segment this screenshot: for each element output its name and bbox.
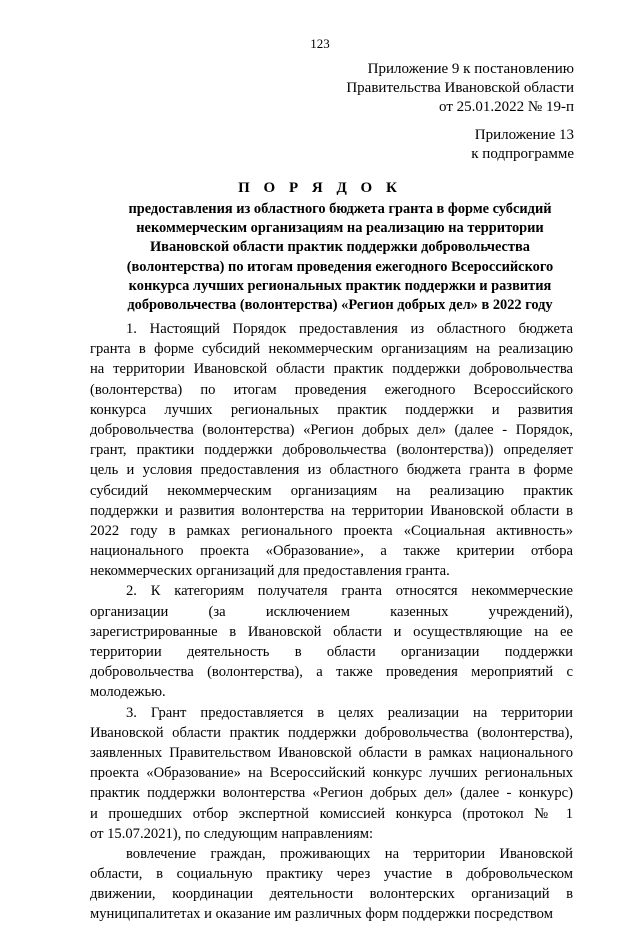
paragraph-line: добровольчества (волонтерства) «Регион добрых дел» (далее - Порядок,: [90, 421, 573, 438]
paragraph-line: (волонтерства) по итогам проведения ежегодного Всероссийского: [90, 381, 573, 398]
paragraph-line: поддержки и развития волонтерства на территории Ивановской области в: [90, 502, 573, 519]
paragraph-line: на территории Ивановской области практик поддержки добровольчества: [90, 361, 573, 378]
document-body: [90, 319, 573, 925]
attachment-line: Правительства Ивановской области: [346, 80, 574, 96]
paragraph-line: практик поддержки волонтерства «Регион добрых дел» (далее - конкурс): [90, 785, 573, 802]
paragraph-2: [90, 581, 573, 702]
attachment-note-subprogram: [471, 126, 574, 164]
subheading-line: добровольчества (волонтерства) «Регион добрых дел» в 2022 году: [127, 297, 553, 314]
paragraph-line: 2022 году в рамках регионального проекта «Социальная активность»: [90, 522, 573, 539]
paragraph-line: и прошедших отбор экспертной комиссией конкурса (протокол № 1: [90, 805, 573, 822]
subheading-line: Ивановской области практик поддержки добровольчества: [149, 239, 530, 256]
subheading-line: (волонтерства) по итогам проведения ежегодного Всероссийского: [126, 258, 554, 275]
paragraph-1: [90, 319, 573, 581]
subheading-line: некоммерческим организациям на реализацию на территории: [136, 220, 544, 237]
attachment-line: Приложение 9 к постановлению: [367, 61, 574, 77]
paragraph-line: заявленных Правительством Ивановской области в рамках национального: [90, 744, 573, 761]
paragraph-line: добровольчества (волонтерства), а также проведения мероприятий с: [90, 664, 573, 681]
paragraph-line: территории деятельность в области организации поддержки: [90, 644, 573, 661]
paragraph-line: движении, координации деятельности волонтерских организаций в: [90, 886, 573, 903]
attachment-line: к подпрограмме: [471, 146, 574, 162]
paragraph-line: зарегистрированные в Ивановской области и осуществляющие на ее: [90, 623, 573, 640]
attachment-line: от 25.01.2022 № 19-п: [439, 99, 574, 115]
document-subheading: [95, 200, 585, 315]
subheading-line: конкурса лучших региональных практик поддержки и развития: [128, 277, 552, 294]
paragraph-4: [90, 844, 573, 925]
attachment-note-resolution: [346, 60, 574, 117]
paragraph-line: области, в социальную практику через участие в добровольческом: [90, 866, 573, 883]
paragraph-line: от 15.07.2021), по следующим направлениям:: [90, 825, 374, 842]
page-number: 123: [310, 36, 330, 51]
paragraph-line: 1. Настоящий Порядок предоставления из областного бюджета: [126, 321, 573, 337]
paragraph-line: молодежью.: [90, 684, 166, 701]
paragraph-line: вовлечение граждан, проживающих на территории Ивановской: [126, 845, 573, 862]
paragraph-line: муниципалитетах и оказание им различных форм поддержки посредством: [90, 906, 553, 923]
paragraph-line: 3. Грант предоставляется в целях реализации на территории: [126, 704, 573, 721]
paragraph-line: грант, практики поддержки добровольчества (волонтерства)) определяет: [90, 442, 573, 459]
paragraph-line: гранта в форме субсидий некоммерческим организациям на реализацию: [90, 341, 573, 358]
paragraph-line: национального проекта «Образование», а также критерии отбора: [90, 543, 573, 560]
paragraph-3: [90, 703, 573, 844]
paragraph-line: проекта «Образование» на Всероссийский конкурс лучших региональных: [90, 765, 573, 782]
paragraph-line: субсидий некоммерческим организациям на реализацию практик: [90, 482, 573, 499]
paragraph-line: некоммерческих организаций для предоставления гранта.: [90, 563, 450, 580]
paragraph-line: цель и условия предоставления из областного бюджета гранта в форме: [90, 462, 573, 479]
paragraph-line: организации (за исключением казенных учреждений),: [90, 603, 573, 620]
paragraph-line: конкурса лучших региональных практик поддержки и развития: [90, 401, 573, 418]
paragraph-line: Ивановской области практик поддержки добровольчества (волонтерства),: [90, 724, 573, 741]
subheading-line: предоставления из областного бюджета гранта в форме субсидий: [128, 201, 552, 217]
document-heading: П О Р Я Д О К: [238, 180, 402, 196]
paragraph-line: 2. К категориям получателя гранта относятся некоммерческие: [126, 583, 573, 600]
attachment-line: Приложение 13: [474, 127, 574, 143]
